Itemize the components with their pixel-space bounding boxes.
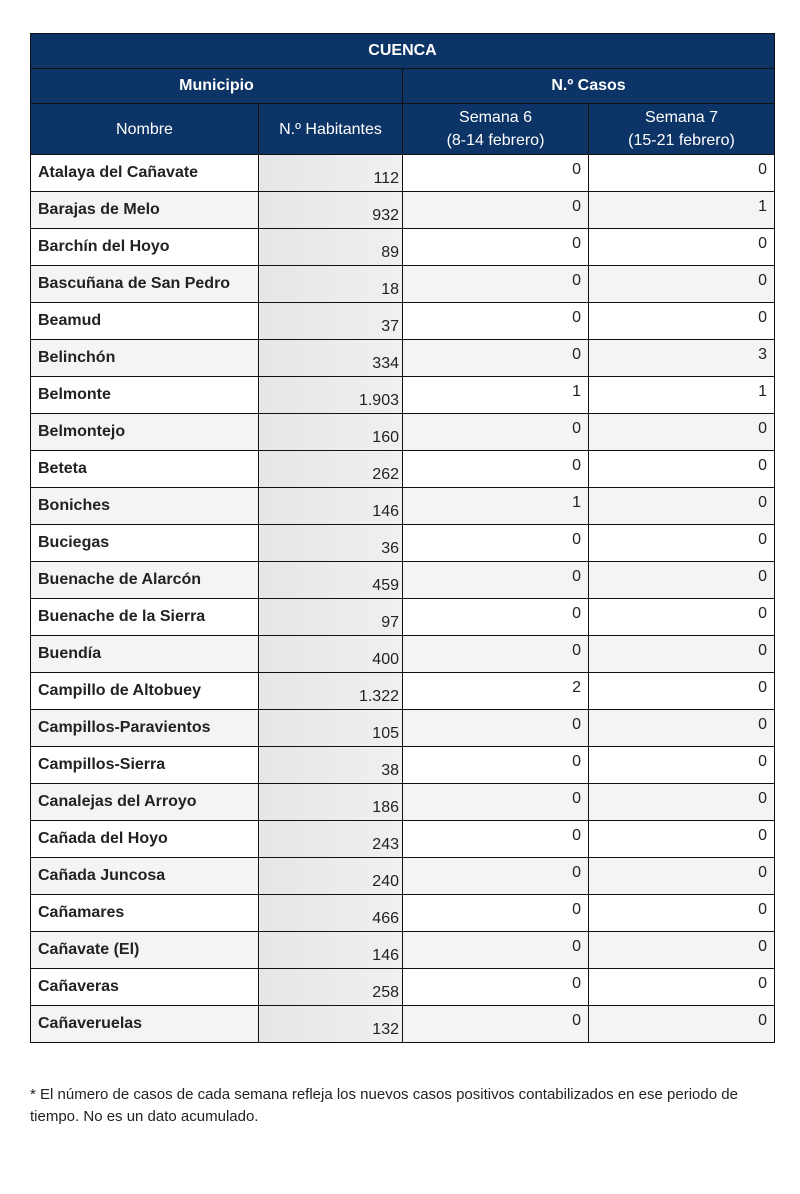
table-row [31, 562, 775, 599]
cell-nombre: Bascuñana de San Pedro [31, 266, 259, 303]
cell-semana7: 1 [589, 377, 775, 414]
cell-semana7: 0 [589, 895, 775, 932]
semana7-label: Semana 7 [645, 109, 718, 126]
cell-nombre: Atalaya del Cañavate [31, 155, 259, 192]
cell-habitantes: 112 [259, 155, 403, 192]
cell-semana7: 0 [589, 969, 775, 1006]
cell-semana7: 0 [589, 414, 775, 451]
cell-semana6: 0 [403, 599, 589, 636]
cell-nombre: Buenache de Alarcón [31, 562, 259, 599]
cell-semana6: 0 [403, 710, 589, 747]
cell-semana6: 0 [403, 451, 589, 488]
cell-semana7: 0 [589, 562, 775, 599]
cell-habitantes: 240 [259, 858, 403, 895]
footnote: * El número de casos de cada semana refleja los nuevos casos positivos contabilizados en ese periodo de tiempo. No es un dato acumulado. [30, 1086, 738, 1125]
cell-semana7: 0 [589, 636, 775, 673]
col-nombre: Nombre [31, 104, 259, 155]
cell-semana6: 0 [403, 414, 589, 451]
cell-habitantes: 459 [259, 562, 403, 599]
cell-nombre: Cañamares [31, 895, 259, 932]
cell-semana6: 2 [403, 673, 589, 710]
cell-semana7: 0 [589, 525, 775, 562]
cell-habitantes: 186 [259, 784, 403, 821]
cell-nombre: Cañaveruelas [31, 1006, 259, 1043]
table-row [31, 414, 775, 451]
semana7-range: (15-21 febrero) [628, 132, 735, 149]
cell-nombre: Barajas de Melo [31, 192, 259, 229]
cell-nombre: Buciegas [31, 525, 259, 562]
cell-semana7: 0 [589, 858, 775, 895]
table-row [31, 710, 775, 747]
cell-semana6: 0 [403, 155, 589, 192]
cell-semana6: 0 [403, 784, 589, 821]
cell-semana6: 0 [403, 303, 589, 340]
cell-semana6: 0 [403, 525, 589, 562]
cell-semana7: 0 [589, 1006, 775, 1043]
semana6-range: (8-14 febrero) [446, 132, 545, 149]
group-casos: N.º Casos [403, 69, 775, 104]
cell-semana7: 0 [589, 932, 775, 969]
cell-habitantes: 466 [259, 895, 403, 932]
table-row [31, 303, 775, 340]
table-row [31, 599, 775, 636]
cell-nombre: Campillo de Altobuey [31, 673, 259, 710]
cell-habitantes: 146 [259, 932, 403, 969]
col-semana7 [589, 104, 775, 155]
cell-nombre: Beamud [31, 303, 259, 340]
cell-habitantes: 258 [259, 969, 403, 1006]
table-row [31, 155, 775, 192]
cell-nombre: Canalejas del Arroyo [31, 784, 259, 821]
cell-semana6: 0 [403, 266, 589, 303]
cell-nombre: Belmontejo [31, 414, 259, 451]
cell-semana6: 0 [403, 1006, 589, 1043]
cell-semana7: 0 [589, 451, 775, 488]
cell-nombre: Buendía [31, 636, 259, 673]
table-title: CUENCA [31, 34, 775, 69]
table-row [31, 525, 775, 562]
cell-habitantes: 334 [259, 340, 403, 377]
table-row [31, 784, 775, 821]
cell-semana7: 0 [589, 710, 775, 747]
cell-nombre: Belmonte [31, 377, 259, 414]
cell-habitantes: 932 [259, 192, 403, 229]
table-row [31, 858, 775, 895]
cell-habitantes: 18 [259, 266, 403, 303]
cell-semana7: 0 [589, 229, 775, 266]
cell-habitantes: 262 [259, 451, 403, 488]
cell-nombre: Cañavate (El) [31, 932, 259, 969]
cell-habitantes: 146 [259, 488, 403, 525]
cell-semana6: 0 [403, 895, 589, 932]
cell-habitantes: 38 [259, 747, 403, 784]
cell-semana7: 3 [589, 340, 775, 377]
cell-semana7: 0 [589, 599, 775, 636]
cell-habitantes: 160 [259, 414, 403, 451]
table-row [31, 969, 775, 1006]
table-row [31, 451, 775, 488]
group-municipio: Municipio [31, 69, 403, 104]
table-row [31, 192, 775, 229]
cell-nombre: Campillos-Paravientos [31, 710, 259, 747]
cell-semana6: 0 [403, 229, 589, 266]
cell-habitantes: 132 [259, 1006, 403, 1043]
cell-nombre: Cañada Juncosa [31, 858, 259, 895]
cell-semana7: 0 [589, 303, 775, 340]
table-row [31, 340, 775, 377]
cell-semana7: 0 [589, 747, 775, 784]
cell-semana7: 0 [589, 155, 775, 192]
cell-semana6: 0 [403, 747, 589, 784]
table-row [31, 1006, 775, 1043]
cell-nombre: Cañada del Hoyo [31, 821, 259, 858]
cell-semana6: 0 [403, 636, 589, 673]
cell-semana7: 1 [589, 192, 775, 229]
cell-habitantes: 97 [259, 599, 403, 636]
semana6-label: Semana 6 [459, 109, 532, 126]
table-row [31, 377, 775, 414]
col-habitantes: N.º Habitantes [259, 104, 403, 155]
table-row [31, 895, 775, 932]
cell-nombre: Beteta [31, 451, 259, 488]
cell-habitantes: 105 [259, 710, 403, 747]
cell-habitantes: 1.322 [259, 673, 403, 710]
table-row [31, 488, 775, 525]
cell-semana6: 1 [403, 488, 589, 525]
cell-nombre: Barchín del Hoyo [31, 229, 259, 266]
table-row [31, 229, 775, 266]
cases-table [30, 33, 775, 1043]
cell-semana6: 0 [403, 969, 589, 1006]
cell-semana6: 0 [403, 192, 589, 229]
cell-nombre: Boniches [31, 488, 259, 525]
table-row [31, 266, 775, 303]
cell-habitantes: 36 [259, 525, 403, 562]
cell-habitantes: 37 [259, 303, 403, 340]
cell-semana7: 0 [589, 266, 775, 303]
cell-semana6: 0 [403, 858, 589, 895]
cell-habitantes: 400 [259, 636, 403, 673]
cell-semana6: 0 [403, 562, 589, 599]
table-row [31, 636, 775, 673]
cell-semana7: 0 [589, 821, 775, 858]
cell-habitantes: 243 [259, 821, 403, 858]
cell-nombre: Cañaveras [31, 969, 259, 1006]
table-row [31, 932, 775, 969]
table-row [31, 821, 775, 858]
cell-nombre: Belinchón [31, 340, 259, 377]
cell-semana6: 0 [403, 932, 589, 969]
cell-semana6: 0 [403, 340, 589, 377]
cell-habitantes: 1.903 [259, 377, 403, 414]
table-row [31, 673, 775, 710]
cell-semana6: 0 [403, 821, 589, 858]
cell-semana7: 0 [589, 784, 775, 821]
cell-nombre: Campillos-Sierra [31, 747, 259, 784]
col-semana6 [403, 104, 589, 155]
cell-semana7: 0 [589, 488, 775, 525]
table-row [31, 747, 775, 784]
cell-habitantes: 89 [259, 229, 403, 266]
cell-semana6: 1 [403, 377, 589, 414]
cell-nombre: Buenache de la Sierra [31, 599, 259, 636]
cell-semana7: 0 [589, 673, 775, 710]
